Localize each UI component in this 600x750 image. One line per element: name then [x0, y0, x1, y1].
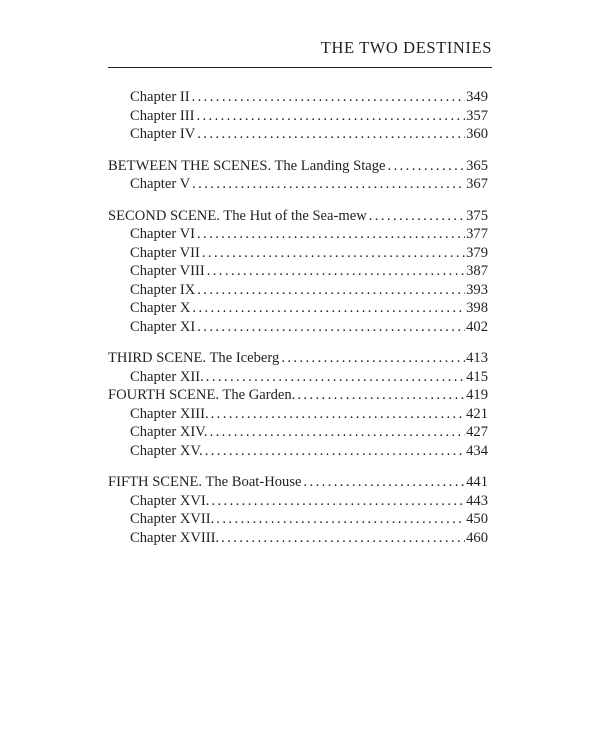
toc-entry-label: Chapter XV. [130, 442, 203, 459]
toc-dot-leader [297, 386, 465, 405]
toc-dot-leader [281, 349, 465, 368]
toc-entry-label: FOURTH SCENE. The Garden. [108, 387, 296, 403]
toc-chapter-entry[interactable] [108, 175, 488, 194]
toc-dot-leader [202, 244, 465, 263]
running-head [108, 0, 492, 72]
toc-entry-label: Chapter IX [130, 281, 196, 298]
toc-dot-leader [369, 207, 465, 226]
toc-page-number: 398 [466, 300, 488, 316]
toc-dot-leader [211, 405, 465, 424]
toc-group [108, 157, 488, 194]
toc-dot-leader [388, 157, 466, 176]
toc-entry-label: Chapter XVIII. [130, 529, 220, 546]
toc-entry-label: Chapter II [130, 89, 190, 105]
toc-page-number: 419 [466, 387, 488, 403]
toc-page-number: 450 [466, 511, 488, 527]
toc-page-number: 367 [466, 176, 488, 192]
toc-entry-label: FIFTH SCENE. The Boat-House [108, 474, 302, 490]
toc-page-number: 441 [466, 474, 488, 490]
toc-chapter-entry[interactable] [108, 492, 488, 511]
toc-page-number: 377 [466, 226, 488, 242]
toc-page-number: 387 [466, 263, 488, 279]
toc-scene-entry[interactable] [108, 386, 488, 405]
toc-entry-label: Chapter XVII. [130, 511, 215, 527]
toc-group [108, 386, 488, 460]
toc-chapter-entry[interactable] [108, 442, 488, 461]
toc-page-number: 413 [466, 350, 488, 366]
toc-chapter-entry[interactable] [108, 529, 488, 548]
toc-page-number: 393 [466, 281, 488, 298]
toc-chapter-entry[interactable] [108, 405, 488, 424]
toc-dot-leader [210, 423, 466, 442]
toc-scene-entry[interactable] [108, 207, 488, 226]
toc-chapter-entry[interactable] [108, 125, 488, 144]
toc-entry-label: Chapter VIII [130, 263, 205, 279]
toc-chapter-entry[interactable] [108, 318, 488, 337]
toc-chapter-entry[interactable] [108, 107, 488, 126]
toc-entry-label: Chapter VII [130, 244, 200, 261]
toc-group [108, 207, 488, 337]
toc-dot-leader [192, 175, 465, 194]
toc-scene-entry[interactable] [108, 157, 488, 176]
toc-scene-entry[interactable] [108, 349, 488, 368]
toc-page-number: 415 [466, 368, 488, 385]
toc-entry-label: Chapter X [130, 300, 191, 316]
toc-group [108, 349, 488, 386]
toc-dot-leader [221, 529, 465, 548]
toc-page-number: 421 [466, 405, 488, 422]
toc-page-number: 443 [466, 492, 488, 509]
toc-entry-label: SECOND SCENE. The Hut of the Sea-mew [108, 207, 367, 224]
toc-entry-label: THIRD SCENE. The Iceberg [108, 350, 280, 366]
toc-entry-label: Chapter VI [130, 226, 195, 242]
toc-page-number: 460 [466, 529, 488, 546]
toc-entry-label: Chapter V [130, 176, 191, 192]
toc-entry-label: Chapter III [130, 107, 195, 124]
toc-chapter-entry[interactable] [108, 281, 488, 300]
toc-page-number: 365 [466, 157, 488, 174]
toc-entry-label: Chapter IV [130, 126, 196, 142]
running-title: THE TWO DESTINIES [320, 38, 492, 57]
toc-group [108, 88, 488, 144]
toc-page-number: 402 [466, 318, 488, 335]
toc-page-number: 375 [466, 207, 488, 224]
toc-chapter-entry[interactable] [108, 225, 488, 244]
toc-entry-label: BETWEEN THE SCENES. The Landing Stage [108, 157, 386, 174]
toc-entry-label: Chapter XIV. [130, 424, 208, 440]
toc-entry-label: Chapter XIII. [130, 405, 209, 422]
header-rule [108, 67, 492, 68]
toc-dot-leader [304, 473, 466, 492]
toc-dot-leader [196, 107, 465, 126]
toc-dot-leader [205, 442, 465, 461]
toc-dot-leader [197, 125, 465, 144]
toc-scene-entry[interactable] [108, 473, 488, 492]
toc-chapter-entry[interactable] [108, 244, 488, 263]
toc-entry-label: Chapter XVI. [130, 492, 210, 509]
toc-page-number: 360 [466, 126, 488, 142]
toc-chapter-entry[interactable] [108, 510, 488, 529]
toc-entry-label: Chapter XI [130, 318, 196, 335]
toc-dot-leader [192, 88, 466, 107]
toc-dot-leader [197, 318, 465, 337]
toc-chapter-entry[interactable] [108, 299, 488, 318]
toc-dot-leader [197, 281, 465, 300]
toc-page-number: 427 [466, 424, 488, 440]
toc-dot-leader [207, 262, 465, 281]
toc-dot-leader [211, 492, 465, 511]
toc-entry-label: Chapter XII. [130, 368, 204, 385]
toc-chapter-entry[interactable] [108, 262, 488, 281]
toc-chapter-entry[interactable] [108, 423, 488, 442]
toc-group [108, 473, 488, 547]
toc-page-number: 357 [466, 107, 488, 124]
toc-page-number: 349 [466, 89, 488, 105]
toc-chapter-entry[interactable] [108, 368, 488, 387]
toc-dot-leader [197, 225, 465, 244]
table-of-contents [108, 88, 488, 560]
toc-dot-leader [206, 368, 465, 387]
toc-dot-leader [216, 510, 465, 529]
toc-dot-leader [192, 299, 465, 318]
toc-page-number: 379 [466, 244, 488, 261]
toc-page-number: 434 [466, 442, 488, 459]
toc-chapter-entry[interactable] [108, 88, 488, 107]
